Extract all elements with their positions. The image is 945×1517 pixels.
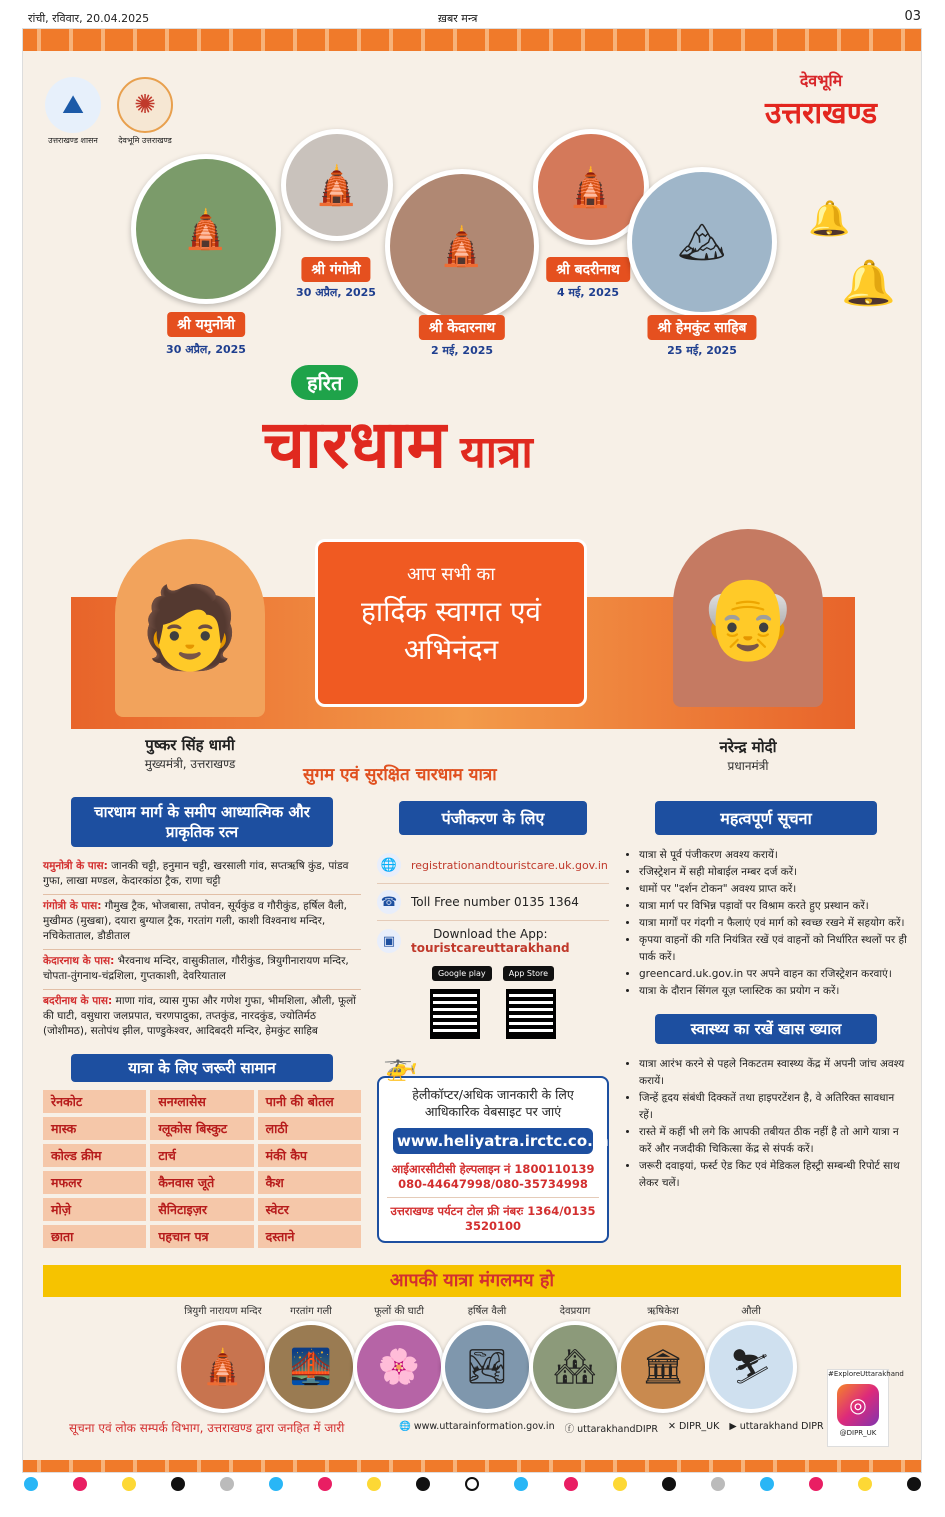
shrine-gangotri: 🛕 श्री गंगोत्री 30 अप्रैल, 2025: [281, 129, 391, 309]
black-dot: [171, 1477, 185, 1491]
temple-icon: 🛕: [177, 1321, 269, 1413]
yellow-dot: [122, 1477, 136, 1491]
magenta-dot: [564, 1477, 578, 1491]
magenta-dot: [73, 1477, 87, 1491]
list-item: • कृपया वाहनों की गति नियंत्रित रखें एवं वाहनों को निर्धारित स्थलों पर ही पार्क करें।: [639, 932, 907, 966]
list-item: • यात्रा के दौरान सिंगल यूज़ प्लास्टिक का प्रयोग न करें।: [639, 983, 907, 1000]
qr-code-icon: [506, 989, 556, 1039]
list-item: • रजिस्ट्रेशन में सही मोबाईल नम्बर दर्ज करें।: [639, 864, 907, 881]
list-item: मंकी कैप: [258, 1144, 361, 1167]
dateline: रांची, रविवार, 20.04.2025: [28, 12, 150, 25]
list-item: कैश: [258, 1171, 361, 1194]
bridge-icon: 🌉: [265, 1321, 357, 1413]
heli-url[interactable]: www.heliyatra.irctc.co.in: [393, 1128, 593, 1154]
x-link[interactable]: ✕ DIPR_UK: [668, 1421, 720, 1432]
list-item: स्वेटर: [258, 1198, 361, 1221]
items-grid: [43, 1090, 361, 1248]
qr-code-icon: [430, 989, 480, 1039]
registration-marks: [24, 1477, 921, 1493]
list-item: • रास्ते में कहीं भी लगे कि आपकी तबीयत ठीक नहीं है तो आगे यात्रा न करें और नजदीकी चिकित्सा केंद्र से संपर्क करें।: [639, 1124, 907, 1158]
black-dot: [662, 1477, 676, 1491]
destination: औली ⛷: [701, 1303, 801, 1413]
temple-icon: 🛕: [385, 169, 539, 323]
list-item: पानी की बोतल: [258, 1090, 361, 1113]
ski-icon: ⛷: [705, 1321, 797, 1413]
facebook-link[interactable]: ⓕ uttarakhandDIPR: [564, 1424, 658, 1435]
list-item: सनग्लासेस: [150, 1090, 253, 1113]
list-item: • जिन्हें हृदय संबंधी दिक्कतें तथा हाइपरटेंशन है, वे अतिरिक्त सावधान रहें।: [639, 1090, 907, 1124]
shrine-kedarnath: 🛕 श्री केदारनाथ 2 मई, 2025: [385, 169, 539, 369]
list-item: मास्क: [43, 1117, 146, 1140]
harit-badge: हरित: [291, 365, 358, 400]
middle-column: [377, 801, 609, 1243]
masthead: ख़बर मन्त्र: [438, 12, 478, 25]
app-row: ▣ Download the App: touristcareuttarakhand: [377, 921, 609, 961]
qr-codes: [377, 985, 609, 1047]
globe-icon: 🌐: [377, 853, 401, 877]
destination: त्रियुगी नारायण मन्दिर 🛕: [168, 1303, 278, 1413]
credits: सूचना एवं लोक सम्पर्क विभाग, उत्तराखण्ड द्वारा जनहित में जारी: [69, 1421, 345, 1435]
black-dot: [416, 1477, 430, 1491]
brand-logo: देवभूमि उत्तराखण्ड: [764, 71, 878, 131]
list-item: रेनकोट: [43, 1090, 146, 1113]
page-number: 03: [904, 9, 921, 24]
health-list: [625, 1056, 907, 1192]
right-column: [625, 801, 907, 1192]
tagline: सुगम एवं सुरक्षित चारधाम यात्रा: [303, 765, 497, 785]
list-item: कोल्ड क्रीम: [43, 1144, 146, 1167]
left-col-title: चारधाम मार्ग के समीप आध्यात्मिक और प्राकृतिक रत्न: [71, 797, 333, 847]
snow-mountain-icon: 🏔: [627, 167, 777, 317]
portrait-icon: 👴: [673, 529, 823, 707]
yellow-dot: [367, 1477, 381, 1491]
shrine-yamunotri: 🛕 श्री यमुनोत्री 30 अप्रैल, 2025: [131, 154, 281, 364]
app-icon: ▣: [377, 929, 401, 953]
bell-icon: 🔔: [808, 199, 851, 239]
crosshair-icon: [465, 1477, 479, 1491]
registration-link[interactable]: registrationandtouristcare.uk.gov.in: [411, 858, 608, 872]
list-item: • यात्रा आरंभ करने से पहले निकटतम स्वास्थ्य केंद्र में अपनी जांच अवश्य करायें।: [639, 1056, 907, 1090]
emblem-icon: ✺: [117, 77, 173, 133]
list-item: • जरूरी दवाइयां, फर्स्ट ऐड किट एवं मेडिकल हिस्ट्री सम्बन्धी रिपोर्ट साथ लेकर चलें।: [639, 1158, 907, 1192]
store-buttons: [377, 961, 609, 985]
list-item: ग्लूकोस बिस्कुट: [150, 1117, 253, 1140]
list-item: लाठी: [258, 1117, 361, 1140]
list-item: मोज़े: [43, 1198, 146, 1221]
items-title: यात्रा के लिए जरूरी सामान: [71, 1054, 333, 1082]
list-item: गंगोत्री के पास: गौमुख ट्रैक, भोजबासा, तपोवन, सूर्यकुंड व गौरीकुंड, हर्षिल वैली, मुखीमठ (मुखबा), दयारा बुग्याल ट्रैक, गरतांग गली, काशी विश्वनाथ मन्दिर, नचिकेताताल, डौडीताल: [43, 895, 361, 950]
portrait-icon: 🧑: [115, 539, 265, 717]
list-item: छाता: [43, 1225, 146, 1248]
valley-icon: 🏞: [441, 1321, 533, 1413]
temple-icon: 🛕: [533, 129, 649, 245]
list-item: केदारनाथ के पास: भैरवनाथ मन्दिर, वासुकीताल, गौरीकुंड, त्रियुगीनारायण मन्दिर, चोपता-तुंगनाथ-चंद्रशिला, गुप्तकाशी, देवरियाताल: [43, 950, 361, 990]
temple-icon: 🛕: [281, 129, 393, 241]
list-item: सैनिटाइज़र: [150, 1198, 253, 1221]
person-modi: 👴 नरेन्द्र मोदी प्रधानमंत्री: [673, 529, 823, 774]
yellow-dot: [858, 1477, 872, 1491]
list-item: कैनवास जूते: [150, 1171, 253, 1194]
social-links: [399, 1421, 824, 1435]
notice-list: [625, 847, 907, 1000]
left-column: [43, 797, 361, 1248]
state-logo: ✺ देवभूमि उत्तराखण्ड: [117, 77, 173, 146]
cyan-dot: [760, 1477, 774, 1491]
places-list: [43, 855, 361, 1044]
list-item: यमुनोत्री के पास: जानकी चट्टी, हनुमान चट्टी, खरसाली गांव, सप्तऋषि कुंड, पांडव गुफा, लाखा मण्डल, केदारकांठा ट्रैक, राणा चट्टी: [43, 855, 361, 895]
heli-box: हेलीकॉप्टर/अधिक जानकारी के लिए आधिकारिक वेबसाइट पर जाएं www.heliyatra.irctc.co.in आईआरसीटीसी हेल्पलाइन नं 1800110139 080-44647998/080-35734998 उत्तराखण्ड पर्यटन टोल फ्री नंबरः 1364/0135 3520100: [377, 1076, 609, 1243]
helicopter-icon: 🚁: [383, 1049, 418, 1082]
flower-icon: 🌸: [353, 1321, 445, 1413]
shrine-badrinath: 🛕 श्री बदरीनाथ 4 मई, 2025: [533, 129, 643, 309]
google-play-button[interactable]: Google play: [432, 966, 492, 981]
black-dot: [907, 1477, 921, 1491]
shrine-hemkund: 🏔 श्री हेमकुंट साहिब 25 मई, 2025: [627, 167, 777, 367]
yellow-dot: [613, 1477, 627, 1491]
health-title: स्वास्थ्य का रखें खास ख्याल: [655, 1014, 877, 1044]
youtube-link[interactable]: ▶ uttarakhand DIPR: [729, 1421, 824, 1432]
list-item: पहचान पत्र: [150, 1225, 253, 1248]
destination: फूलों की घाटी 🌸: [349, 1303, 449, 1413]
list-item: टार्च: [150, 1144, 253, 1167]
cyan-dot: [514, 1477, 528, 1491]
cyan-dot: [269, 1477, 283, 1491]
cyan-dot: [24, 1477, 38, 1491]
list-item: • धामों पर "दर्शन टोकन" अवश्य प्राप्त करें।: [639, 881, 907, 898]
decor-band-bottom: [23, 1460, 921, 1472]
registration-title: पंजीकरण के लिए: [399, 801, 587, 835]
river-icon: 🏘: [529, 1321, 621, 1413]
blessing-banner: आपकी यात्रा मंगलमय हो: [43, 1265, 901, 1297]
list-item: • greencard.uk.gov.in पर अपने वाहन का रजिस्ट्रेशन करवाएं।: [639, 966, 907, 983]
destination: देवप्रयाग 🏘: [525, 1303, 625, 1413]
bell-icon: 🔔: [841, 258, 896, 309]
main-title: चारधाम यात्रा: [263, 405, 533, 483]
notice-title: महत्वपूर्ण सूचना: [655, 801, 877, 835]
tollfree-row: ☎ Toll Free number 0135 1364: [377, 884, 609, 921]
list-item: • यात्रा मार्गों पर गंदगी न फैलाएं एवं मार्ग को स्वच्छ रखने में सहयोग करें।: [639, 915, 907, 932]
logos: [45, 77, 173, 146]
instagram-icon: ◎: [837, 1384, 879, 1426]
destination: गरतांग गली 🌉: [261, 1303, 361, 1413]
grey-dot: [220, 1477, 234, 1491]
instagram-qr: #ExploreUttarakhand ◎ @DIPR_UK: [827, 1369, 889, 1447]
decor-band-top: [23, 29, 921, 51]
list-item: बदरीनाथ के पास: माणा गांव, व्यास गुफा और गणेश गुफा, भीमशिला, औली, फूलों की घाटी, वसुधारा जलप्रपात, चरणपादुका, तप्तकुंड, नारदकुंड, ज्योतिर्मठ (जोशीमठ), सतोपंथ झील, पाण्डुकेश्वर, आदिबदरी मन्दिर, हेमकुंट साहिब: [43, 995, 356, 1037]
mountain-icon: ⛰: [45, 77, 101, 133]
app-store-button[interactable]: App Store: [503, 966, 554, 981]
temple-icon: 🛕: [131, 154, 281, 304]
person-dhami: 🧑 पुष्कर सिंह धामी मुख्यमंत्री, उत्तराखण्ड: [115, 539, 265, 772]
destination: ऋषिकेश 🏛: [613, 1303, 713, 1413]
gov-logo: ⛰ उत्तराखण्ड शासन: [45, 77, 101, 146]
grey-dot: [711, 1477, 725, 1491]
list-item: दस्ताने: [258, 1225, 361, 1248]
list-item: मफलर: [43, 1171, 146, 1194]
website-link[interactable]: 🌐 www.uttarainformation.gov.in: [399, 1421, 555, 1432]
magenta-dot: [318, 1477, 332, 1491]
temple-icon: 🏛: [617, 1321, 709, 1413]
destination: हर्षिल वैली 🏞: [437, 1303, 537, 1413]
advertisement: [22, 28, 922, 1473]
list-item: • यात्रा से पूर्व पंजीकरण अवश्य करायें।: [639, 847, 907, 864]
phone-icon: ☎: [377, 890, 401, 914]
welcome-box: आप सभी का हार्दिक स्वागत एवं अभिनंदन: [315, 539, 587, 707]
website-row: [377, 847, 609, 884]
magenta-dot: [809, 1477, 823, 1491]
newspaper-header: [0, 8, 945, 26]
list-item: • यात्रा मार्ग पर विभिन्न पड़ावों पर विश्राम करते हुए प्रस्थान करें।: [639, 898, 907, 915]
registration-info: [377, 847, 609, 961]
